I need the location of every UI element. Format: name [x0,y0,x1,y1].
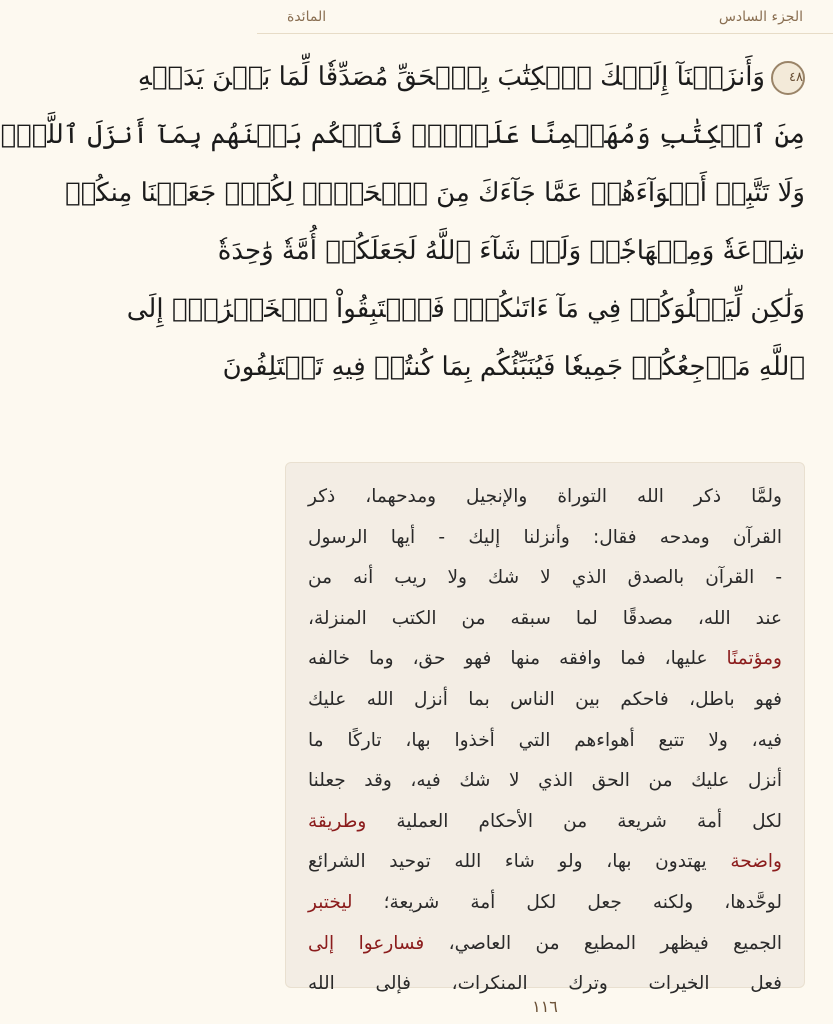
juz-label: الجزء السادس [718,8,803,25]
highlighted-word: فسارعوا إلى [308,932,425,954]
tafsir-text: الجميع فيظهر المطيع من العاصي، [424,932,782,954]
tafsir-text: لكل أمة شريعة من الأحكام العملية [366,810,782,832]
tafsir-line: فيه، ولا تتبع أهواءهم التي أخذوا بها، تاركًا ما [308,729,782,751]
highlighted-word: ليختبر [308,891,353,913]
verse-line: وَلَٰكِن لِّيَبۡلُوَكُمۡ فِي مَآ ءَاتَىٰكُمۡۖ فَٱسۡتَبِقُواْ ٱلۡخَيۡرَٰتِۚ إِلَى [126,294,805,324]
highlighted-word: وطريقة [308,810,367,832]
tafsir-line: عند الله، مصدقًا لما سبقه من الكتب المنزلة، [308,607,782,629]
tafsir-line: أنزل عليك من الحق الذي لا شك فيه، وقد جعلنا [308,770,782,792]
verse-line: ٱللَّهِ مَرۡجِعُكُمۡ جَمِيعٗا فَيُنَبِّئُكُم بِمَا كُنتُمۡ فِيهِ تَخۡتَلِفُونَ [222,352,805,382]
verse-line: مِنَ ٱلۡكِتَٰبِ وَمُهَيۡمِنًا عَلَيۡهِۖ فَٱحۡكُم بَيۡنَهُم بِمَآ أَنزَلَ ٱللَّهُۖ [0,120,805,150]
page-header [257,0,833,34]
tafsir-line: فهو باطل، فاحكم بين الناس بما أنزل الله عليك [308,688,782,710]
tafsir-text: لوحَّدها، ولكنه جعل لكل أمة شريعة؛ [352,891,782,913]
tafsir-text: يهتدون بها، ولو شاء الله توحيد الشرائع [308,851,731,873]
verse-text: وَأَنزَلۡنَآ إِلَيۡكَ ٱلۡكِتَٰبَ بِٱلۡحَقِّ مُصَدِّقٗا لِّمَا بَيۡنَ يَدَيۡهِ [137,62,765,92]
verse-line: وَلَا تَتَّبِعۡ أَهۡوَآءَهُمۡ عَمَّا جَآءَكَ مِنَ ٱلۡحَقِّۚ لِكُلّٖ جَعَلۡنَا مِنكُمۡ [65,178,805,208]
tafsir-line [308,924,782,965]
tafsir-line: - القرآن بالصدق الذي لا شك ولا ريب أنه من [308,567,782,589]
tafsir-panel [285,462,805,995]
tafsir-line [308,883,782,924]
tafsir-text: عليها، فما وافقه منها فهو حق، وما خالفه [308,648,727,670]
quran-verses [0,48,805,444]
verse-line: شِرۡعَةٗ وَمِنۡهَاجٗاۚ وَلَوۡ شَآءَ ٱللَّهُ لَجَعَلَكُمۡ أُمَّةٗ وَٰحِدَةٗ [217,236,805,266]
verse-line [137,48,805,106]
page-number: ١١٦ [532,997,558,1016]
tafsir-line [308,842,782,883]
highlighted-word: واضحة [730,851,782,873]
tafsir-line: القرآن ومدحه فقال: وأنزلنا إليك - أيها الرسول [308,526,782,548]
tafsir-line [308,802,782,843]
surah-name: المائدة [287,8,327,25]
tafsir-line [308,639,782,680]
verse-number-marker[interactable]: ٤٨ [771,61,805,95]
highlighted-word: ومؤتمنًا [726,648,782,670]
tafsir-line: ولمَّا ذكر الله التوراة والإنجيل ومدحهما، ذكر [308,486,782,507]
tafsir-line: فعل الخيرات وترك المنكرات، فإلى الله [308,973,782,995]
